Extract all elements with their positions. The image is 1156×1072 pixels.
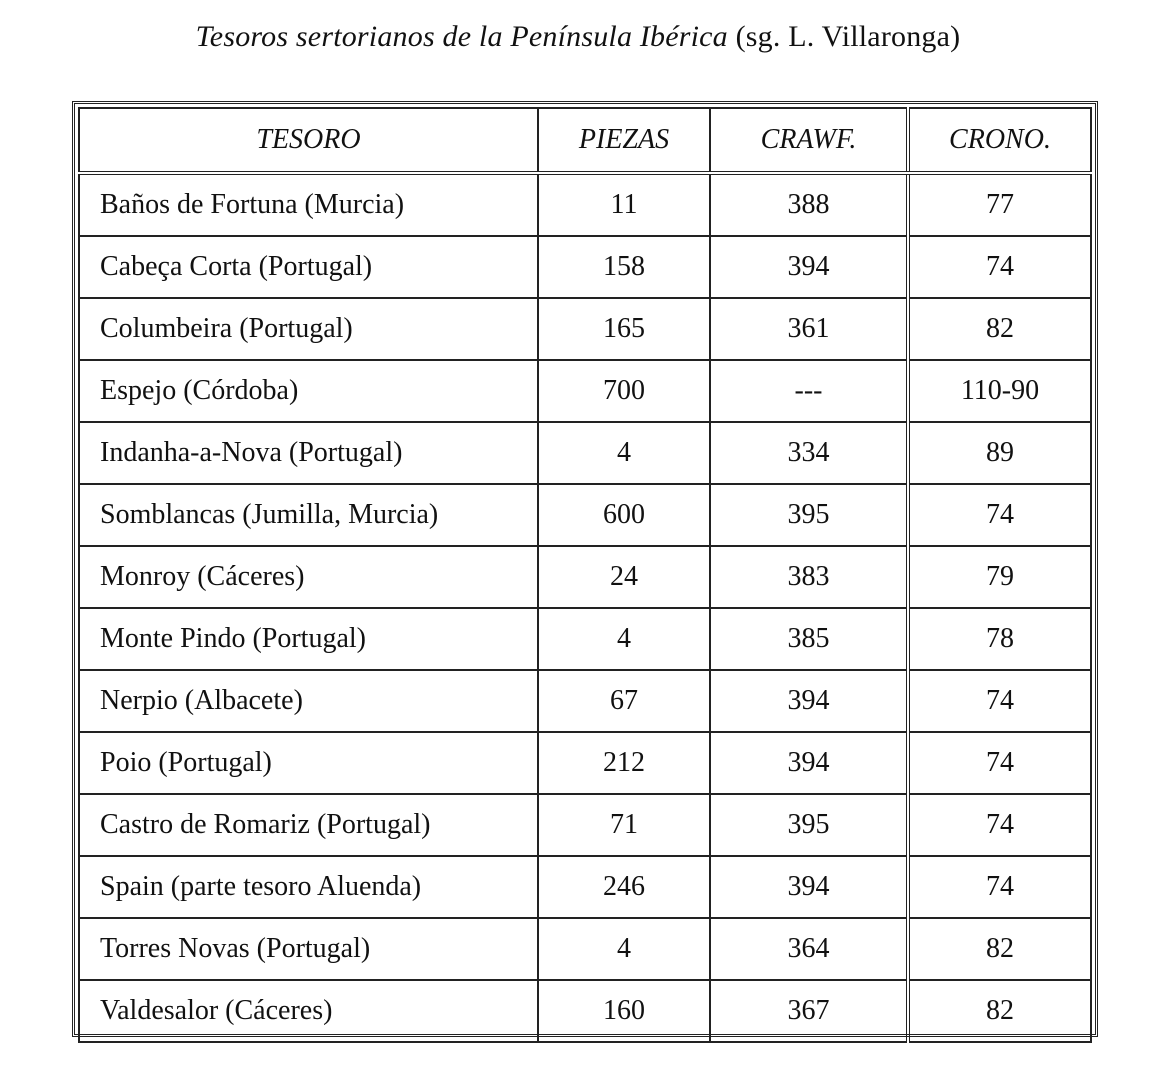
cell-crono: 77 bbox=[908, 173, 1091, 236]
cell-piezas: 24 bbox=[538, 546, 710, 608]
cell-tesoro: Cabeça Corta (Portugal) bbox=[79, 236, 538, 298]
table-row bbox=[79, 422, 1091, 484]
table-header-row bbox=[79, 108, 1091, 173]
cell-piezas: 4 bbox=[538, 608, 710, 670]
cell-piezas: 71 bbox=[538, 794, 710, 856]
cell-tesoro: Espejo (Córdoba) bbox=[79, 360, 538, 422]
header-crono: CRONO. bbox=[908, 108, 1091, 173]
header-tesoro: TESORO bbox=[79, 108, 538, 173]
title-italic: Tesoros sertorianos de la Península Ibérica bbox=[195, 20, 728, 53]
cell-crawf: 383 bbox=[710, 546, 908, 608]
cell-crono: 79 bbox=[908, 546, 1091, 608]
cell-crawf: 367 bbox=[710, 980, 908, 1042]
cell-tesoro: Monroy (Cáceres) bbox=[79, 546, 538, 608]
table-row bbox=[79, 360, 1091, 422]
cell-crawf: 394 bbox=[710, 670, 908, 732]
header-piezas: PIEZAS bbox=[538, 108, 710, 173]
table-row bbox=[79, 918, 1091, 980]
cell-crawf: 364 bbox=[710, 918, 908, 980]
cell-crawf: 334 bbox=[710, 422, 908, 484]
cell-crawf: 395 bbox=[710, 794, 908, 856]
cell-piezas: 165 bbox=[538, 298, 710, 360]
table-row bbox=[79, 173, 1091, 236]
cell-tesoro: Castro de Romariz (Portugal) bbox=[79, 794, 538, 856]
cell-crono: 74 bbox=[908, 670, 1091, 732]
table-row bbox=[79, 236, 1091, 298]
cell-tesoro: Torres Novas (Portugal) bbox=[79, 918, 538, 980]
title-source: (sg. L. Villaronga) bbox=[727, 20, 961, 53]
cell-tesoro: Monte Pindo (Portugal) bbox=[79, 608, 538, 670]
cell-tesoro: Poio (Portugal) bbox=[79, 732, 538, 794]
cell-crono: 78 bbox=[908, 608, 1091, 670]
cell-crawf: 394 bbox=[710, 732, 908, 794]
hoards-table bbox=[78, 107, 1092, 1043]
cell-piezas: 246 bbox=[538, 856, 710, 918]
cell-tesoro: Columbeira (Portugal) bbox=[79, 298, 538, 360]
cell-crawf: 394 bbox=[710, 236, 908, 298]
table-row bbox=[79, 980, 1091, 1042]
hoards-table-frame bbox=[72, 101, 1098, 1037]
cell-tesoro: Somblancas (Jumilla, Murcia) bbox=[79, 484, 538, 546]
cell-piezas: 158 bbox=[538, 236, 710, 298]
cell-tesoro: Baños de Fortuna (Murcia) bbox=[79, 173, 538, 236]
cell-tesoro: Valdesalor (Cáceres) bbox=[79, 980, 538, 1042]
cell-crawf: 388 bbox=[710, 173, 908, 236]
table-row bbox=[79, 732, 1091, 794]
header-crawf: CRAWF. bbox=[710, 108, 908, 173]
cell-crono: 89 bbox=[908, 422, 1091, 484]
cell-crono: 82 bbox=[908, 298, 1091, 360]
cell-piezas: 4 bbox=[538, 422, 710, 484]
table-row bbox=[79, 484, 1091, 546]
cell-crawf: 394 bbox=[710, 856, 908, 918]
cell-piezas: 160 bbox=[538, 980, 710, 1042]
cell-crono: 74 bbox=[908, 484, 1091, 546]
cell-crawf: 395 bbox=[710, 484, 908, 546]
page-title bbox=[0, 20, 1156, 54]
table-row bbox=[79, 608, 1091, 670]
table-row bbox=[79, 670, 1091, 732]
cell-crono: 82 bbox=[908, 980, 1091, 1042]
cell-piezas: 4 bbox=[538, 918, 710, 980]
cell-crono: 82 bbox=[908, 918, 1091, 980]
cell-tesoro: Nerpio (Albacete) bbox=[79, 670, 538, 732]
cell-crono: 110-90 bbox=[908, 360, 1091, 422]
table-row bbox=[79, 546, 1091, 608]
cell-piezas: 700 bbox=[538, 360, 710, 422]
table-row bbox=[79, 856, 1091, 918]
cell-crawf: --- bbox=[710, 360, 908, 422]
table-body bbox=[79, 173, 1091, 1042]
cell-crawf: 385 bbox=[710, 608, 908, 670]
cell-crawf: 361 bbox=[710, 298, 908, 360]
cell-piezas: 67 bbox=[538, 670, 710, 732]
cell-crono: 74 bbox=[908, 856, 1091, 918]
cell-crono: 74 bbox=[908, 732, 1091, 794]
cell-piezas: 212 bbox=[538, 732, 710, 794]
cell-piezas: 600 bbox=[538, 484, 710, 546]
cell-piezas: 11 bbox=[538, 173, 710, 236]
cell-tesoro: Spain (parte tesoro Aluenda) bbox=[79, 856, 538, 918]
table-row bbox=[79, 298, 1091, 360]
cell-crono: 74 bbox=[908, 236, 1091, 298]
cell-tesoro: Indanha-a-Nova (Portugal) bbox=[79, 422, 538, 484]
table-row bbox=[79, 794, 1091, 856]
cell-crono: 74 bbox=[908, 794, 1091, 856]
